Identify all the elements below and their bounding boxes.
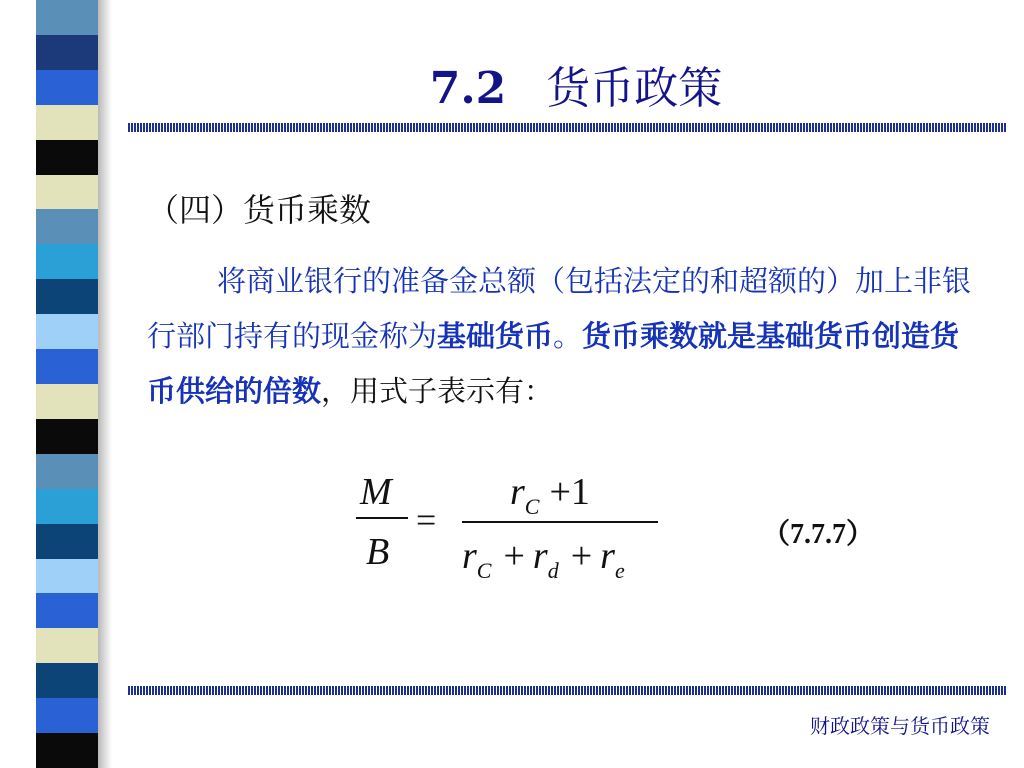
- stripe-block: [36, 663, 98, 698]
- lhs-numerator: M: [360, 471, 392, 513]
- lhs-denominator: B: [366, 531, 390, 573]
- stripe-block: [36, 384, 98, 419]
- stripe-block: [36, 733, 98, 768]
- den-sub-c: C: [476, 558, 492, 583]
- top-divider: [128, 123, 1006, 132]
- stripe-block: [36, 244, 98, 279]
- stripe-block: [36, 349, 98, 384]
- slide-title: [0, 52, 1024, 116]
- den-sub-e: e: [614, 558, 625, 583]
- para-part1: 将商业银行的准备金总额（包括法定的和超额的）加上非银行部门持有的现金称为: [147, 264, 972, 353]
- stripe-block: [36, 140, 98, 175]
- footer-text: 财政政策与货币政策: [810, 714, 990, 738]
- term-money-multiplier: 货币乘数就是基础货币创造货币供给的倍数: [147, 319, 960, 408]
- title-number: 7.2: [429, 63, 507, 114]
- stripe-block: [36, 279, 98, 314]
- money-multiplier-formula: [350, 466, 670, 586]
- body-paragraph: [147, 254, 977, 419]
- rhs-num-rest: +1: [549, 471, 590, 513]
- stripe-block: [36, 559, 98, 594]
- stripe-block: [36, 489, 98, 524]
- den-r-c: r: [462, 535, 477, 577]
- stripe-block: [36, 454, 98, 489]
- term-base-money: 基础货币: [437, 319, 554, 353]
- stripe-block: [36, 0, 98, 35]
- stripe-block: [36, 698, 98, 733]
- den-sub-d: d: [547, 558, 559, 583]
- rhs-numerator: [510, 471, 590, 519]
- equation-number: （7.7.7）: [762, 519, 875, 550]
- den-plus-2: +: [570, 535, 593, 577]
- para-part3: ，用式子表示有：: [321, 374, 554, 408]
- rhs-denominator: [462, 535, 625, 583]
- para-part2: 。: [553, 319, 583, 353]
- rhs-num-r: r: [510, 471, 525, 513]
- stripe-block: [36, 209, 98, 244]
- stripe-block: [36, 524, 98, 559]
- equals-sign: =: [416, 500, 437, 540]
- stripe-block: [36, 175, 98, 210]
- bottom-divider: [128, 686, 1006, 695]
- section-subheading: （四）货币乘数: [147, 191, 372, 229]
- den-r-e: r: [600, 535, 615, 577]
- stripe-block: [36, 419, 98, 454]
- den-r-d: r: [532, 535, 548, 577]
- stripe-block: [36, 314, 98, 349]
- stripe-block: [36, 593, 98, 628]
- rhs-num-sub: C: [524, 494, 540, 519]
- stripe-block: [36, 628, 98, 663]
- title-text: 货币政策: [546, 63, 723, 114]
- den-plus-1: +: [503, 535, 525, 577]
